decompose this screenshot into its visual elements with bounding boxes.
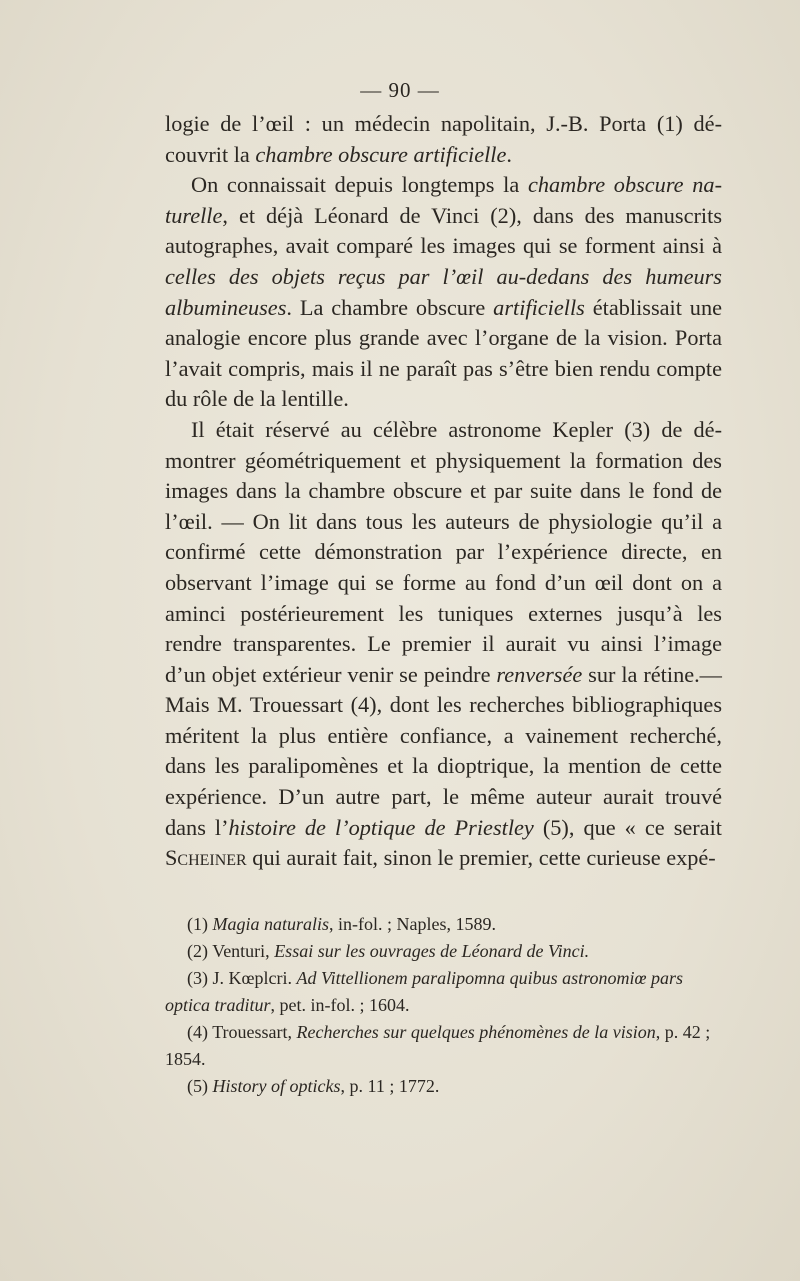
text-run: logie de l’œil : un médecin napolitain, J.-B. Porta (1) découvrit la [165,111,722,167]
body-text [165,109,722,874]
footnote-mark: (4) [187,1022,208,1042]
paragraph-3 [165,415,722,874]
footnote-text: , p. 42 ; 1854. [165,1022,711,1069]
page-number: — 90 — [360,78,440,102]
text-run: Il était réservé au célèbre astronome Kepler (3) de démontrer géométriquement et physiquement la formation des images dans la chambre obscure et par suite dans le fond de l’œil. — On lit dans tous les auteurs de physiologie qu’il a confirmé cette démonstration par l’expérience directe, en observant l’image qui se forme au fond d’un œil dont on a aminci postérieurement les tuniques externes jusqu’à les rendre transparentes. Le premier il aurait vu ainsi l’image d’un objet extérieur venir se peindre [165,416,722,687]
text-run-italic: artificiells [493,294,585,320]
footnote-title: Essai sur les ouvrages de Léonard de Vinci. [274,941,590,961]
text-run: . [506,141,512,167]
text-run-small-caps: Scheiner [165,845,247,871]
footnote-mark: (1) [187,914,208,934]
text-run: On connaissait depuis longtemps la [191,172,528,198]
text-run: établissait une analogie encore plus grande avec l’organe de la vision. Porta l’avait compris, mais il ne paraît pas s’être bien rendu compte du rôle de la lentille. [165,294,722,412]
footnote-title: Recherches sur quelques phénomènes de la vision [296,1022,656,1042]
footnote-1 [165,911,722,938]
footnote-text: , pet. in-fol. ; 1604. [270,995,410,1015]
footnote-text: , p. 11 ; 1772. [340,1076,440,1096]
footnote-4 [165,1019,722,1073]
text-run-italic: renversée [496,661,583,687]
text-run-italic: chambre obscure artificielle [255,141,507,167]
text-run-italic: histoire de l’optique de Priestley [228,814,534,840]
footnote-mark: (5) [187,1076,208,1096]
footnote-title: Ad Vittellionem paralipomna quibus astronomiœ pars optica traditur [165,968,684,1015]
footnote-text: Venturi, [212,941,275,961]
text-run: . La chambre obscure [286,294,494,320]
text-run: sur la rétine.—Mais M. Trouessart (4), dont les recherches bibliographiques méritent la plus entière confiance, a vainement recherché, dans les paralipomènes et la dioptrique, la mention de cette expérience. D’un autre part, le même auteur aurait trouvé dans l’ [165,661,722,840]
text-run-italic: chambre obscure naturelle [165,172,722,228]
footnote-5 [165,1073,722,1100]
footnote-text: , in-fol. ; Naples, 1589. [329,914,496,934]
text-run: (5), que « ce serait [533,814,722,840]
footnote-mark: (3) [187,968,208,988]
paragraph-2 [165,170,722,415]
footnote-2 [165,938,722,965]
text-run: qui aurait fait, sinon le premier, cette curieuse expé- [246,845,716,871]
footnotes [165,911,722,1100]
footnote-mark: (2) [187,941,208,961]
footnote-text: J. Kœplcri. [212,968,297,988]
text-run: , et déjà Léonard de Vinci (2), dans des manuscrits autographes, avait comparé les images qui se forment ainsi à [165,202,722,259]
footnote-title: History of opticks [212,1076,341,1096]
footnote-title: Magia naturalis [212,914,330,934]
footnote-text: Trouessart, [212,1022,297,1042]
paragraph-1 [165,109,722,170]
footnote-3 [165,965,722,1019]
text-run-italic: celles des objets reçus par l’œil au-dedans des humeurs albumineuses [165,263,722,320]
